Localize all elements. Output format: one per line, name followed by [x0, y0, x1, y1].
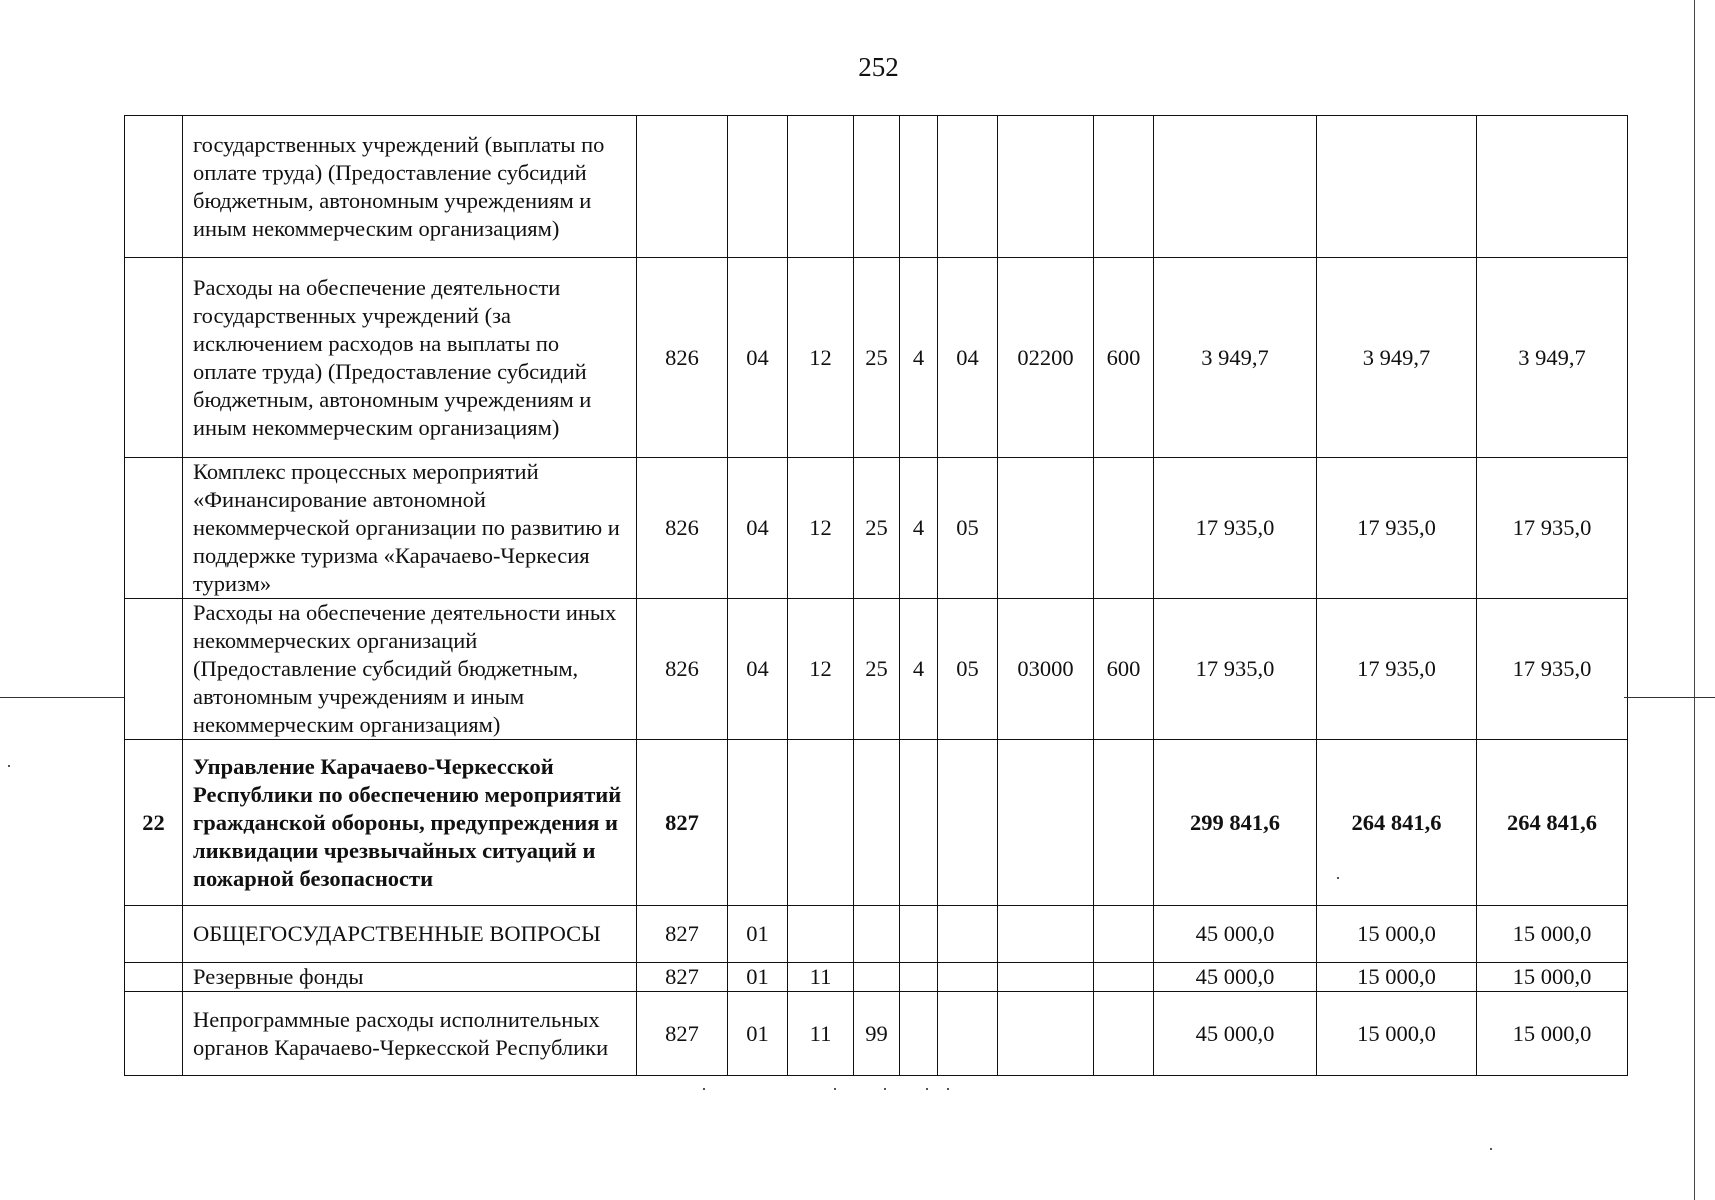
scan-dot [884, 1088, 886, 1090]
scan-dot [8, 765, 10, 767]
table-row [125, 992, 1628, 1076]
program-code [854, 740, 900, 906]
ministry-code [637, 116, 728, 258]
type-code: 4 [900, 599, 938, 740]
amount-col-3: 15 000,0 [1477, 906, 1628, 963]
amount-col-2: 17 935,0 [1317, 599, 1477, 740]
row-description: Управление Карачаево-Черкесской Республики по обеспечению мероприятий гражданской обороны, предупреждения и ликвидации чрезвычайных ситуаций и пожарной безопасности [183, 740, 637, 906]
amount-col-1: 45 000,0 [1154, 906, 1317, 963]
expense-type-code [1094, 740, 1154, 906]
complex-code [938, 740, 998, 906]
row-description: Расходы на обеспечение деятельности иных некоммерческих организаций (Предоставление субсидий бюджетным, автономным учреждениям и иным некоммерческим организациям) [183, 599, 637, 740]
section-code: 04 [728, 599, 788, 740]
page-edge-line [1694, 0, 1695, 1200]
amount-col-2 [1317, 116, 1477, 258]
amount-col-1: 299 841,6 [1154, 740, 1317, 906]
expense-type-code [1094, 116, 1154, 258]
row-description: Непрограммные расходы исполнительных органов Карачаево-Черкесской Республики [183, 992, 637, 1076]
row-index [125, 116, 183, 258]
subsection-code [788, 906, 854, 963]
page-number: 252 [858, 52, 899, 82]
ministry-code: 826 [637, 458, 728, 599]
direction-code [998, 963, 1094, 992]
direction-code: 02200 [998, 258, 1094, 458]
expense-type-code: 600 [1094, 599, 1154, 740]
table-row [125, 740, 1628, 906]
expense-type-code: 600 [1094, 258, 1154, 458]
amount-col-2: 15 000,0 [1317, 992, 1477, 1076]
type-code [900, 740, 938, 906]
subsection-code: 12 [788, 599, 854, 740]
amount-col-3: 17 935,0 [1477, 599, 1628, 740]
table-row [125, 258, 1628, 458]
subsection-code: 11 [788, 992, 854, 1076]
amount-col-1: 3 949,7 [1154, 258, 1317, 458]
row-description: Комплекс процессных мероприятий «Финансирование автономной некоммерческой организации по развитию и поддержке туризма «Карачаево-Черкесия туризм» [183, 458, 637, 599]
amount-col-1: 45 000,0 [1154, 992, 1317, 1076]
expense-type-code [1094, 906, 1154, 963]
complex-code: 05 [938, 599, 998, 740]
row-index [125, 992, 183, 1076]
subsection-code [788, 740, 854, 906]
table-row [125, 458, 1628, 599]
scan-artifact-line-left [0, 697, 124, 698]
ministry-code: 827 [637, 906, 728, 963]
amount-col-1 [1154, 116, 1317, 258]
type-code [900, 116, 938, 258]
amount-col-3 [1477, 116, 1628, 258]
scan-dot [926, 1088, 928, 1090]
type-code [900, 906, 938, 963]
scan-dot [703, 1088, 705, 1090]
amount-col-2: 15 000,0 [1317, 906, 1477, 963]
complex-code: 05 [938, 458, 998, 599]
row-index [125, 258, 183, 458]
program-code [854, 116, 900, 258]
table-body [125, 116, 1628, 1076]
section-code: 01 [728, 906, 788, 963]
section-code [728, 740, 788, 906]
row-index [125, 458, 183, 599]
scan-dot [947, 1088, 949, 1090]
program-code: 25 [854, 258, 900, 458]
section-code: 01 [728, 963, 788, 992]
program-code [854, 906, 900, 963]
subsection-code [788, 116, 854, 258]
scan-dot [834, 1088, 836, 1090]
scan-artifact-line-right [1624, 697, 1715, 698]
amount-col-3: 15 000,0 [1477, 963, 1628, 992]
ministry-code: 827 [637, 963, 728, 992]
row-description: Резервные фонды [183, 963, 637, 992]
amount-col-3: 15 000,0 [1477, 992, 1628, 1076]
budget-table [124, 115, 1628, 1076]
row-index [125, 906, 183, 963]
program-code: 99 [854, 992, 900, 1076]
type-code [900, 963, 938, 992]
ministry-code: 827 [637, 740, 728, 906]
row-description: государственных учреждений (выплаты по оплате труда) (Предоставление субсидий бюджетным, автономным учреждениям и иным некоммерческим организациям) [183, 116, 637, 258]
type-code [900, 992, 938, 1076]
section-code: 04 [728, 258, 788, 458]
direction-code [998, 992, 1094, 1076]
table-row [125, 599, 1628, 740]
subsection-code: 12 [788, 458, 854, 599]
direction-code [998, 116, 1094, 258]
program-code: 25 [854, 458, 900, 599]
amount-col-2: 264 841,6 [1317, 740, 1477, 906]
amount-col-1: 17 935,0 [1154, 458, 1317, 599]
table-row [125, 963, 1628, 992]
program-code: 25 [854, 599, 900, 740]
program-code [854, 963, 900, 992]
ministry-code: 826 [637, 258, 728, 458]
row-index [125, 599, 183, 740]
amount-col-1: 17 935,0 [1154, 599, 1317, 740]
amount-col-2: 17 935,0 [1317, 458, 1477, 599]
section-code [728, 116, 788, 258]
row-index: 22 [125, 740, 183, 906]
amount-col-1: 45 000,0 [1154, 963, 1317, 992]
subsection-code: 12 [788, 258, 854, 458]
direction-code [998, 740, 1094, 906]
direction-code [998, 458, 1094, 599]
amount-col-2: 3 949,7 [1317, 258, 1477, 458]
complex-code [938, 992, 998, 1076]
direction-code [998, 906, 1094, 963]
section-code: 04 [728, 458, 788, 599]
complex-code [938, 906, 998, 963]
table-row [125, 116, 1628, 258]
amount-col-3: 17 935,0 [1477, 458, 1628, 599]
row-description: ОБЩЕГОСУДАРСТВЕННЫЕ ВОПРОСЫ [183, 906, 637, 963]
row-index [125, 963, 183, 992]
complex-code [938, 963, 998, 992]
expense-type-code [1094, 458, 1154, 599]
amount-col-3: 3 949,7 [1477, 258, 1628, 458]
type-code: 4 [900, 258, 938, 458]
scan-dot [1337, 877, 1339, 879]
section-code: 01 [728, 992, 788, 1076]
expense-type-code [1094, 963, 1154, 992]
expense-type-code [1094, 992, 1154, 1076]
complex-code [938, 116, 998, 258]
table-row [125, 906, 1628, 963]
complex-code: 04 [938, 258, 998, 458]
amount-col-3: 264 841,6 [1477, 740, 1628, 906]
ministry-code: 826 [637, 599, 728, 740]
amount-col-2: 15 000,0 [1317, 963, 1477, 992]
ministry-code: 827 [637, 992, 728, 1076]
scan-dot [1490, 1148, 1492, 1150]
row-description: Расходы на обеспечение деятельности государственных учреждений (за исключением расходов на выплаты по оплате труда) (Предоставление субсидий бюджетным, автономным учреждениям и иным некоммерческим организациям) [183, 258, 637, 458]
type-code: 4 [900, 458, 938, 599]
subsection-code: 11 [788, 963, 854, 992]
direction-code: 03000 [998, 599, 1094, 740]
